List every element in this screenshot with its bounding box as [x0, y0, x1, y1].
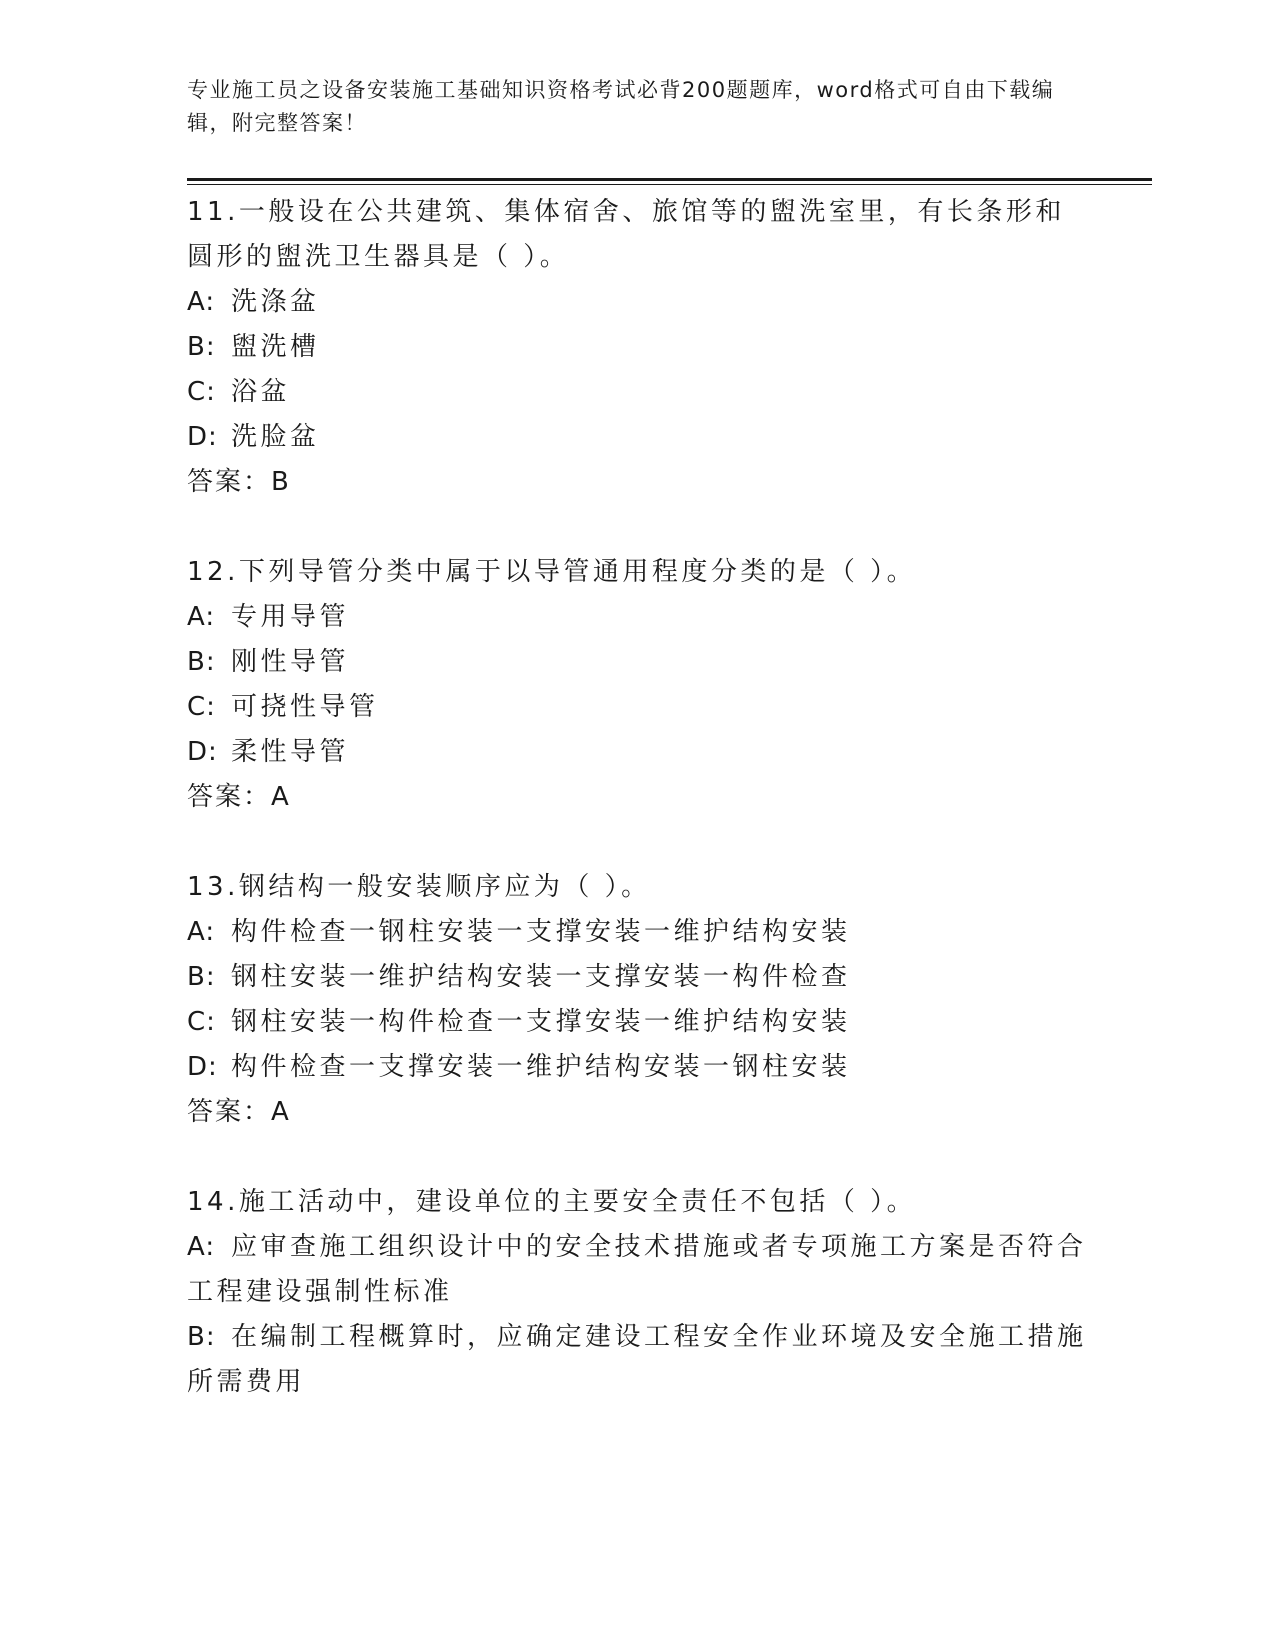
answer-label: 答案： — [187, 782, 272, 812]
option-letter: B: — [187, 332, 216, 362]
option-text: 柔性导管 — [231, 737, 350, 767]
option-text: 在编制工程概算时，应确定建设工程安全作业环境及安全施工措施所需费用 — [187, 1322, 1087, 1397]
option-d — [187, 1045, 1087, 1090]
option-c — [187, 370, 1087, 415]
option-text: 应审查施工组织设计中的安全技术措施或者专项施工方案是否符合工程建设强制性标准 — [187, 1232, 1087, 1307]
option-a — [187, 280, 1087, 325]
option-letter: D: — [187, 1052, 218, 1082]
option-letter: C: — [187, 1007, 216, 1037]
question-11 — [187, 190, 1087, 505]
option-text: 盥洗槽 — [231, 332, 320, 362]
option-b — [187, 640, 1087, 685]
option-d — [187, 730, 1087, 775]
question-12 — [187, 550, 1087, 820]
header-rule-thin — [187, 184, 1152, 185]
question-stem: 11.一般设在公共建筑、集体宿舍、旅馆等的盥洗室里，有长条形和圆形的盥洗卫生器具是（ ）。 — [187, 197, 1065, 272]
option-b — [187, 1315, 1087, 1405]
answer-value: A — [271, 1097, 289, 1127]
question-13 — [187, 865, 1087, 1135]
option-text: 钢柱安装一构件检查一支撑安装一维护结构安装 — [231, 1007, 851, 1037]
option-b — [187, 955, 1087, 1000]
option-letter: D: — [187, 737, 218, 767]
question-stem: 12.下列导管分类中属于以导管通用程度分类的是（ ）。 — [187, 557, 917, 587]
answer-label: 答案： — [187, 1097, 272, 1127]
option-text: 构件检查一钢柱安装一支撑安装一维护结构安装 — [231, 917, 851, 947]
option-letter: A: — [187, 1232, 216, 1262]
answer-value: A — [271, 782, 289, 812]
option-text: 刚性导管 — [231, 647, 350, 677]
option-letter: B: — [187, 962, 216, 992]
option-letter: B: — [187, 1322, 216, 1352]
option-text: 钢柱安装一维护结构安装一支撑安装一构件检查 — [231, 962, 851, 992]
option-letter: A: — [187, 602, 216, 632]
question-list — [187, 190, 1087, 1450]
option-c — [187, 1000, 1087, 1045]
option-c — [187, 685, 1087, 730]
option-letter: D: — [187, 422, 218, 452]
document-header-note: 专业施工员之设备安装施工基础知识资格考试必背200题题库，word格式可自由下载编辑，附完整答案！ — [187, 78, 1055, 135]
answer-value: B — [271, 467, 289, 497]
option-text: 洗涤盆 — [231, 287, 320, 317]
option-d — [187, 415, 1087, 460]
option-b — [187, 325, 1087, 370]
option-text: 可挠性导管 — [231, 692, 379, 722]
header-rule-thick — [187, 178, 1152, 181]
option-letter: A: — [187, 287, 216, 317]
option-letter: C: — [187, 377, 216, 407]
option-a — [187, 910, 1087, 955]
option-text: 专用导管 — [231, 602, 350, 632]
question-stem: 14.施工活动中，建设单位的主要安全责任不包括（ ）。 — [187, 1187, 917, 1217]
option-text: 洗脸盆 — [231, 422, 320, 452]
question-stem: 13.钢结构一般安装顺序应为（ ）。 — [187, 872, 651, 902]
answer-line — [187, 1090, 1087, 1135]
option-a — [187, 595, 1087, 640]
question-14 — [187, 1180, 1087, 1405]
option-letter: A: — [187, 917, 216, 947]
option-letter: B: — [187, 647, 216, 677]
option-text: 构件检查一支撑安装一维护结构安装一钢柱安装 — [231, 1052, 851, 1082]
option-letter: C: — [187, 692, 216, 722]
option-a — [187, 1225, 1087, 1315]
answer-label: 答案： — [187, 467, 272, 497]
answer-line — [187, 460, 1087, 505]
option-text: 浴盆 — [231, 377, 291, 407]
answer-line — [187, 775, 1087, 820]
